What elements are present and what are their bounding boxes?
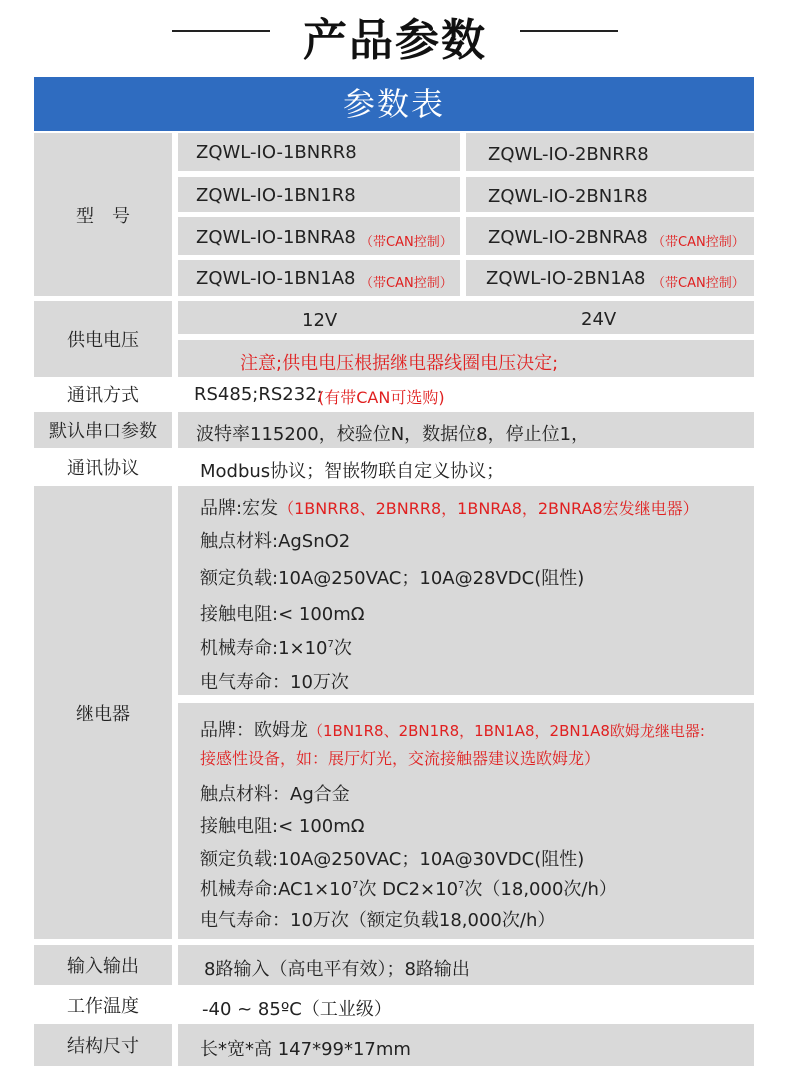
model-note: （带CAN控制） xyxy=(652,235,745,250)
model-name: ZQWL-IO-1BN1A8 xyxy=(196,268,356,289)
temp-value: -40 ~ 85ºC（工业级） xyxy=(202,999,392,1020)
power-12v: 12V xyxy=(302,310,338,331)
relay-block-omron xyxy=(178,703,754,939)
relay-elec-life: 电气寿命：10万次 xyxy=(200,672,349,693)
relay-mech-life xyxy=(200,634,352,660)
model-note: （带CAN控制） xyxy=(652,276,745,291)
serial-label: 默认串口参数 xyxy=(34,412,172,448)
relay-mech-life xyxy=(200,875,617,901)
comm-value: RS485;RS232; xyxy=(194,384,323,405)
relay-mech-b: 次 DC2×10 xyxy=(358,879,459,900)
model-cell xyxy=(466,177,754,212)
power-label: 供电电压 xyxy=(34,301,172,377)
model-name: ZQWL-IO-2BN1A8 xyxy=(486,268,646,289)
relay-mech-c: 次（18,000次/h） xyxy=(464,879,617,900)
relay-brand-line xyxy=(200,494,699,520)
relay-brand-note: （1BN1R8、2BN1R8，1BN1A8，2BN1A8欧姆龙继电器: xyxy=(308,722,705,740)
relay-mech-a: 机械寿命:AC1×10 xyxy=(200,879,353,900)
relay-block-hongfa xyxy=(178,486,754,695)
size-label: 结构尺寸 xyxy=(34,1024,172,1066)
model-name: ZQWL-IO-2BNRR8 xyxy=(488,144,649,165)
io-row xyxy=(178,945,754,985)
relay-material: 触点材料:AgSnO2 xyxy=(200,531,351,552)
io-value: 8路输入（高电平有效）；8路输出 xyxy=(204,959,470,980)
protocol-row xyxy=(178,451,754,483)
model-note: （带CAN控制） xyxy=(360,235,453,250)
relay-load: 额定负载:10A@250VAC；10A@28VDC(阻性) xyxy=(200,568,585,589)
model-cell xyxy=(178,217,460,255)
temp-row xyxy=(178,988,754,1022)
protocol-value: Modbus协议；智嵌物联自定义协议； xyxy=(200,461,505,482)
model-cell xyxy=(466,217,754,255)
relay-brand-line xyxy=(200,716,705,742)
model-cell xyxy=(178,260,460,296)
model-label: 型 号 xyxy=(34,133,172,296)
relay-brand-note: （1BNRR8、2BNRR8，1BNRA8，2BNRA8宏发继电器） xyxy=(278,499,699,518)
model-name: ZQWL-IO-1BNRA8 xyxy=(196,227,356,248)
model-cell xyxy=(178,133,460,171)
page-title: 产品参数 xyxy=(303,15,487,66)
title-right-line xyxy=(520,30,618,32)
power-note: 注意;供电电压根据继电器线圈电压决定; xyxy=(240,353,559,374)
relay-mech-sup-2: 7 xyxy=(458,880,465,891)
page-header xyxy=(0,0,790,72)
power-note-row xyxy=(178,340,754,377)
relay-mech-sup: 7 xyxy=(327,639,334,650)
protocol-label: 通讯协议 xyxy=(34,451,172,483)
comm-label: 通讯方式 xyxy=(34,379,172,409)
power-voltage-row xyxy=(178,301,754,334)
model-name: ZQWL-IO-2BN1R8 xyxy=(488,186,648,207)
title-left-line xyxy=(172,30,270,32)
relay-brand: 品牌:宏发 xyxy=(200,498,279,519)
model-note: （带CAN控制） xyxy=(360,276,453,291)
model-name: ZQWL-IO-1BN1R8 xyxy=(196,185,356,206)
relay-label: 继电器 xyxy=(34,486,172,939)
relay-resistance: 接触电阻:< 100mΩ xyxy=(200,816,365,837)
io-label: 输入输出 xyxy=(34,945,172,985)
power-24v: 24V xyxy=(581,309,617,330)
relay-material: 触点材料：Ag合金 xyxy=(200,784,350,805)
temp-label: 工作温度 xyxy=(34,988,172,1022)
relay-mech-prefix: 机械寿命:1×10 xyxy=(200,638,328,659)
relay-brand: 品牌：欧姆龙 xyxy=(200,720,308,741)
model-cell xyxy=(466,260,754,296)
relay-elec-life: 电气寿命：10万次（额定负载18,000次/h） xyxy=(200,910,556,931)
model-name: ZQWL-IO-2BNRA8 xyxy=(488,227,648,248)
relay-brand-note-2: 接感性设备，如：展厅灯光，交流接触器建议选欧姆龙） xyxy=(200,749,601,768)
model-cell xyxy=(466,133,754,171)
comm-row xyxy=(178,379,754,409)
size-row xyxy=(178,1024,754,1066)
relay-mech-sup-1: 7 xyxy=(352,880,359,891)
size-value: 长*宽*高 147*99*17mm xyxy=(200,1039,411,1060)
table-title: 参数表 xyxy=(34,77,754,131)
relay-mech-suffix: 次 xyxy=(333,638,352,659)
serial-value: 波特率115200，校验位N，数据位8，停止位1， xyxy=(196,424,590,445)
model-name: ZQWL-IO-1BNRR8 xyxy=(196,142,357,163)
relay-load: 额定负载:10A@250VAC；10A@30VDC(阻性) xyxy=(200,849,585,870)
relay-resistance: 接触电阻:< 100mΩ xyxy=(200,604,365,625)
model-cell xyxy=(178,177,460,212)
serial-row xyxy=(178,412,754,448)
comm-note: (有带CAN可选购) xyxy=(318,388,445,407)
